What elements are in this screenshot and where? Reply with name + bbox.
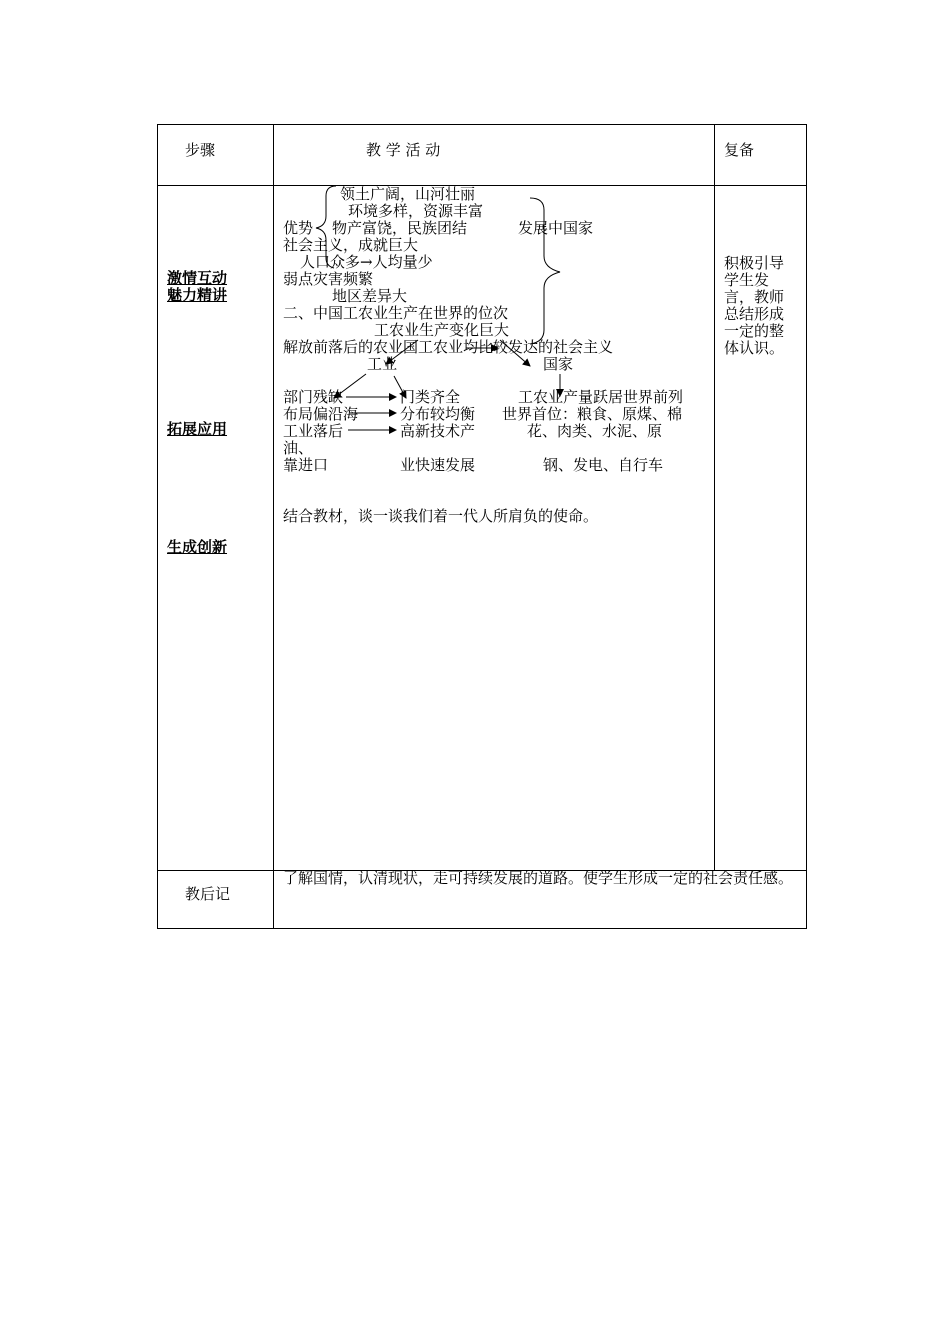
row3-world: 花、肉类、水泥、原: [527, 422, 663, 440]
content-line-4: 社会主义，成就巨大: [283, 236, 419, 254]
row5-before: 靠进口: [283, 456, 329, 474]
content-line-7: 地区差异大: [332, 287, 408, 305]
header-prep: 复备: [724, 141, 755, 159]
content-line-3c: 发展中国家: [518, 219, 594, 237]
content-line-3b: 物产富饶，民族团结: [332, 219, 468, 237]
content-line-5: 人口众多→人均量少: [300, 253, 433, 271]
content-line-6: 弱点灾害频繁: [283, 270, 374, 288]
header-steps: 步骤: [185, 141, 216, 159]
side-label-create: 生成创新: [167, 538, 228, 556]
content-line-9: 工农业生产变化巨大: [374, 321, 510, 339]
row1-after: 门类齐全: [400, 388, 461, 406]
content-line-11b: 国家: [543, 355, 574, 373]
row2-world: 世界首位：粮食、原煤、棉: [502, 405, 683, 423]
header-activity: 教 学 活 动: [366, 141, 441, 159]
row1-world: 工农业产量跃居世界前列: [518, 388, 684, 406]
discussion-prompt: 结合教材，谈一谈我们着一代人所肩负的使命。: [283, 507, 599, 525]
row2-after: 分布较均衡: [400, 405, 476, 423]
prep-note: 积极引导学生发言，教师总结形成一定的整体认识。: [724, 254, 785, 357]
row2-before: 布局偏沿海: [283, 405, 359, 423]
row5-world: 钢、发电、自行车: [543, 456, 664, 474]
footer-text: 了解国情，认清现状，走可持续发展的道路。使学生形成一定的社会责任感。: [283, 869, 794, 887]
content-line-10: 解放前落后的农业国工农业均比较发达的社会主义: [283, 338, 614, 356]
footer-label: 教后记: [185, 885, 231, 903]
row5-after: 业快速发展: [400, 456, 476, 474]
row1-before: 部门残缺: [283, 388, 344, 406]
side-label-extend: 拓展应用: [167, 420, 228, 438]
side-label-interact-2: 魅力精讲: [167, 286, 228, 304]
content-line-11a: 工业: [367, 355, 398, 373]
row3-after: 高新技术产: [400, 422, 476, 440]
row3-before: 工业落后: [283, 422, 344, 440]
content-line-2: 环境多样，资源丰富: [348, 202, 484, 220]
content-line-1: 领土广阔，山河壮丽: [340, 185, 476, 203]
content-line-8: 二、中国工农业生产在世界的位次: [283, 304, 509, 322]
row4-before: 油、: [283, 439, 314, 457]
side-label-interact-1: 激情互动: [167, 269, 228, 287]
content-line-3a: 优势: [283, 219, 314, 237]
